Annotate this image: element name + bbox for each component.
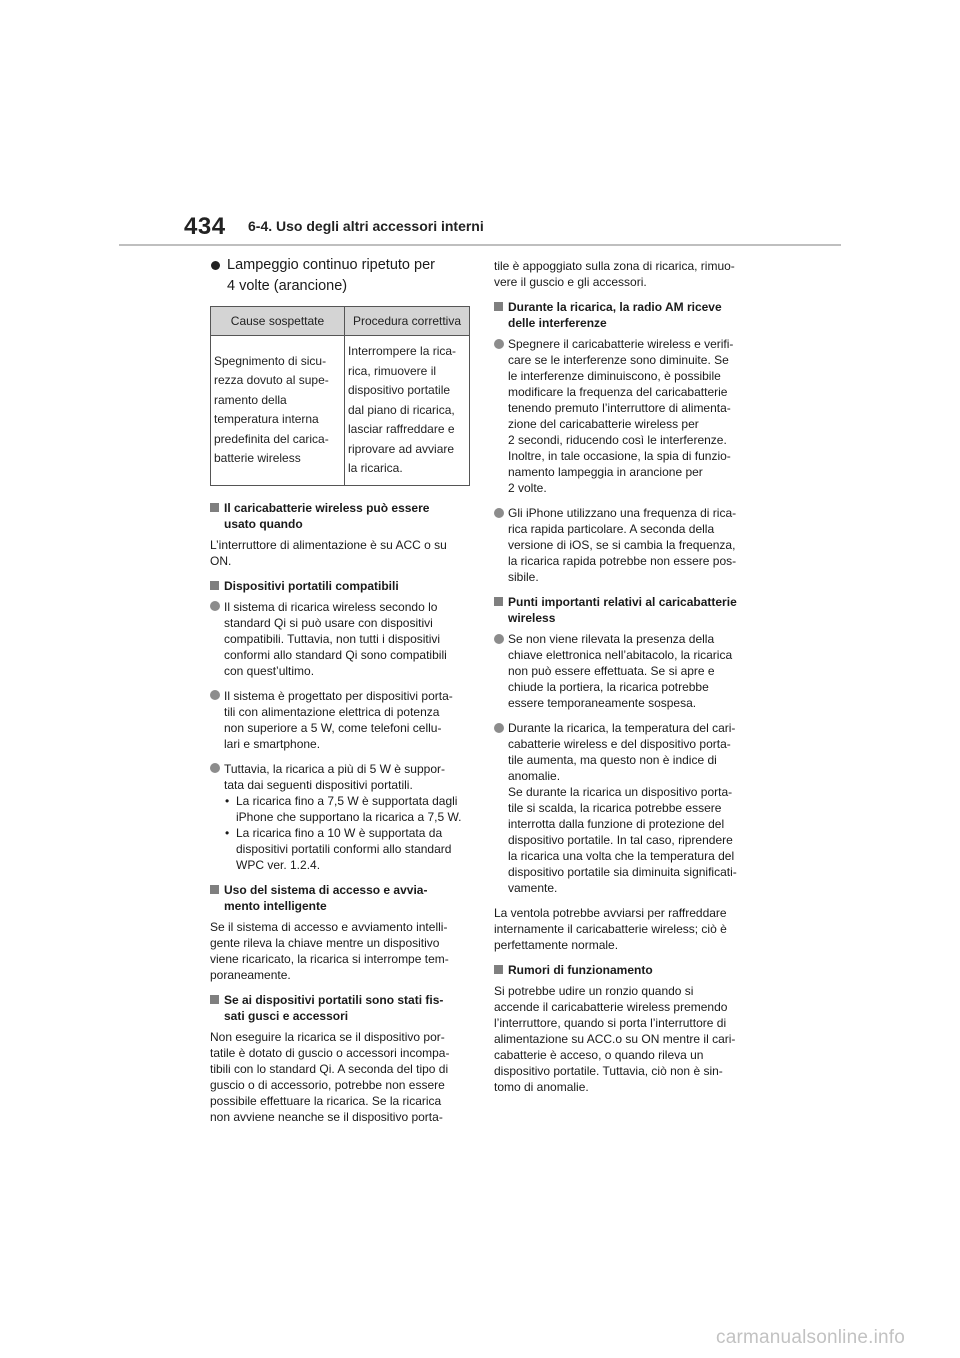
subheading-text: Rumori di funzionamento (508, 963, 653, 977)
subheading-text: Punti importanti relativi al caricabatterie wireless (508, 595, 737, 625)
right-column (494, 258, 756, 1104)
causes-table (210, 306, 470, 486)
list-item (210, 599, 472, 679)
paragraph-continued: tile è appoggiato sulla zona di ricarica, rimuo- vere il guscio e gli accessori. (494, 259, 735, 289)
list-item (210, 761, 472, 873)
page-number: 434 (184, 213, 226, 240)
list-item (494, 505, 756, 585)
subheading-am-interference (494, 299, 756, 331)
small-bullet-icon: • (225, 825, 230, 840)
square-bullet-icon (210, 581, 219, 590)
paragraph-usage-conditions: L’interruttore di alimentazione è su ACC o su ON. (210, 537, 447, 568)
paragraph-fan-note: La ventola potrebbe avviarsi per raffreddare internamente il caricabatterie wireless; ciò è perfettamente normale. (494, 906, 727, 952)
subheading-text: Dispositivi portatili compatibili (224, 578, 399, 593)
header-divider (119, 244, 841, 246)
square-bullet-icon (210, 885, 219, 894)
subheading-text: Se ai dispositivi portatili sono stati fis- sati gusci e accessori (224, 992, 444, 1023)
subheading-cases-accessories (210, 992, 472, 1024)
circle-bullet-icon (210, 690, 220, 700)
subheading-text: Uso del sistema di accesso e avvia- mento intelligente (224, 882, 428, 913)
square-bullet-icon (494, 597, 503, 606)
circle-bullet-icon (210, 601, 220, 611)
left-column (210, 255, 472, 1134)
list-item-text: Il sistema di ricarica wireless secondo lo standard Qi si può usare con dispositivi compatibili. Tuttavia, non tutti i dispositivi conformi allo standard Qi sono compatibili con quest’ultimo. (224, 599, 447, 678)
paragraph-operating-noise: Si potrebbe udire un ronzio quando si accende il caricabatterie wireless premendo l’interruttore, quando si porta l’interruttore di alimentazione su ACC.o su ON mentre il cari- cabatterie è acceso, o quando rileva un dispositivo portatile. Tuttavia, ciò non è sin- tomo di anomalie. (494, 984, 736, 1094)
list-item (494, 720, 756, 896)
square-bullet-icon (494, 965, 503, 974)
square-bullet-icon (494, 302, 503, 311)
sub-list-item-text: La ricarica fino a 7,5 W è supportata dagli iPhone che supportano la ricarica a 7,5 W. (236, 793, 462, 824)
list-item-text: Gli iPhone utilizzano una frequenza di rica- rica rapida particolare. A seconda della versione di iOS, se si cambia la frequenza, la ricarica rapida potrebbe non essere pos- sibile. (508, 506, 737, 584)
list-item-text: Durante la ricarica, la temperatura del cari- cabatterie wireless e del dispositivo porta- tile aumenta, ma questo non è indice di anomalie. Se durante la ricarica un dispositivo porta- tile si scalda, la ricarica potrebbe essere interrotta dalla funzione di protezione del dispositivo portatile. In tal caso, riprendere la ricarica una volta che la temperatura del dispositivo portatile sia diminuita significati- vamente. (508, 721, 737, 895)
list-item (210, 688, 472, 752)
list-item-text: Se non viene rilevata la presenza della chiave elettronica nell’abitacolo, la ricarica non può essere effettuata. Se si apre e chiude la portiera, la ricarica potrebbe essere temporaneamente sospesa. (508, 632, 733, 710)
table-header-procedure: Procedura correttiva (345, 307, 470, 336)
small-bullet-icon: • (225, 793, 230, 808)
section-title: 6-4. Uso degli altri accessori interni (248, 218, 484, 234)
black-dot-bullet-icon (211, 261, 220, 270)
subheading-smart-entry (210, 882, 472, 914)
list-item-text: Spegnere il caricabatterie wireless e verifi- care se le interferenze sono diminuite. Se le interferenze diminuiscono, è possibile modificare la frequenza del caricabatterie tenendo premuto l’interruttore di alimenta- zione del caricabatterie wireless per 2 secondi, riducendo così le interferenze. Inoltre, in tale occasione, la spia di funzio- namento lampeggia in arancione per 2 volte. (508, 337, 734, 495)
table-header-row (211, 307, 470, 336)
flash-pattern-heading (210, 255, 472, 297)
circle-bullet-icon (494, 508, 504, 518)
square-bullet-icon (210, 995, 219, 1004)
list-item (494, 336, 756, 496)
circle-bullet-icon (210, 763, 220, 773)
circle-bullet-icon (494, 723, 504, 733)
subheading-text: Il caricabatterie wireless può essere usato quando (224, 500, 430, 531)
subheading-important-points (494, 594, 756, 626)
paragraph-cases-accessories: Non eseguire la ricarica se il dispositivo por- tatile è dotato di guscio o accessori incompa- tibili con lo standard Qi. A seconda del tipo di guscio o di accessorio, potrebbe non essere possibile effettuare la ricarica. Se la ricarica non avviene neanche se il dispositivo porta- (210, 1029, 450, 1124)
subheading-operating-noise (494, 962, 756, 978)
subheading-compatible-devices (210, 578, 472, 594)
circle-bullet-icon (494, 339, 504, 349)
table-header-cause: Cause sospettate (211, 307, 345, 336)
list-item (494, 631, 756, 711)
list-item-text: Tuttavia, la ricarica a più di 5 W è suppor- tata dai seguenti dispositivi portatili. (224, 761, 445, 792)
table-row (211, 336, 470, 486)
subheading-usage-conditions (210, 500, 472, 532)
table-cell-cause: Spegnimento di sicu- rezza dovuto al supe- ramento della temperatura interna predefinita del carica- batterie wireless (211, 336, 345, 486)
page-header (0, 0, 960, 250)
circle-bullet-icon (494, 634, 504, 644)
sub-list-item (224, 793, 472, 825)
flash-pattern-heading-text: Lampeggio continuo ripetuto per 4 volte (arancione) (227, 257, 435, 294)
square-bullet-icon (210, 503, 219, 512)
sub-list-item-text: La ricarica fino a 10 W è supportata da dispositivi portatili conformi allo standard WPC ver. 1.2.4. (236, 825, 452, 872)
paragraph-smart-entry: Se il sistema di accesso e avviamento intelli- gente rileva la chiave mentre un dispositivo viene ricaricato, la ricarica si interrompe tem- poraneamente. (210, 919, 449, 982)
watermark-text: carmanualsonline.info (716, 1327, 906, 1348)
subheading-text: Durante la ricarica, la radio AM riceve delle interferenze (508, 300, 722, 330)
sub-list-item (224, 825, 472, 873)
list-item-text: Il sistema è progettato per dispositivi porta- tili con alimentazione elettrica di potenza non superiore a 5 W, come telefoni cellu- lari e smartphone. (224, 688, 453, 751)
table-cell-procedure: Interrompere la rica- rica, rimuovere il dispositivo portatile dal piano di ricarica, lasciar raffreddare e riprovare ad avviare la ricarica. (345, 336, 470, 486)
